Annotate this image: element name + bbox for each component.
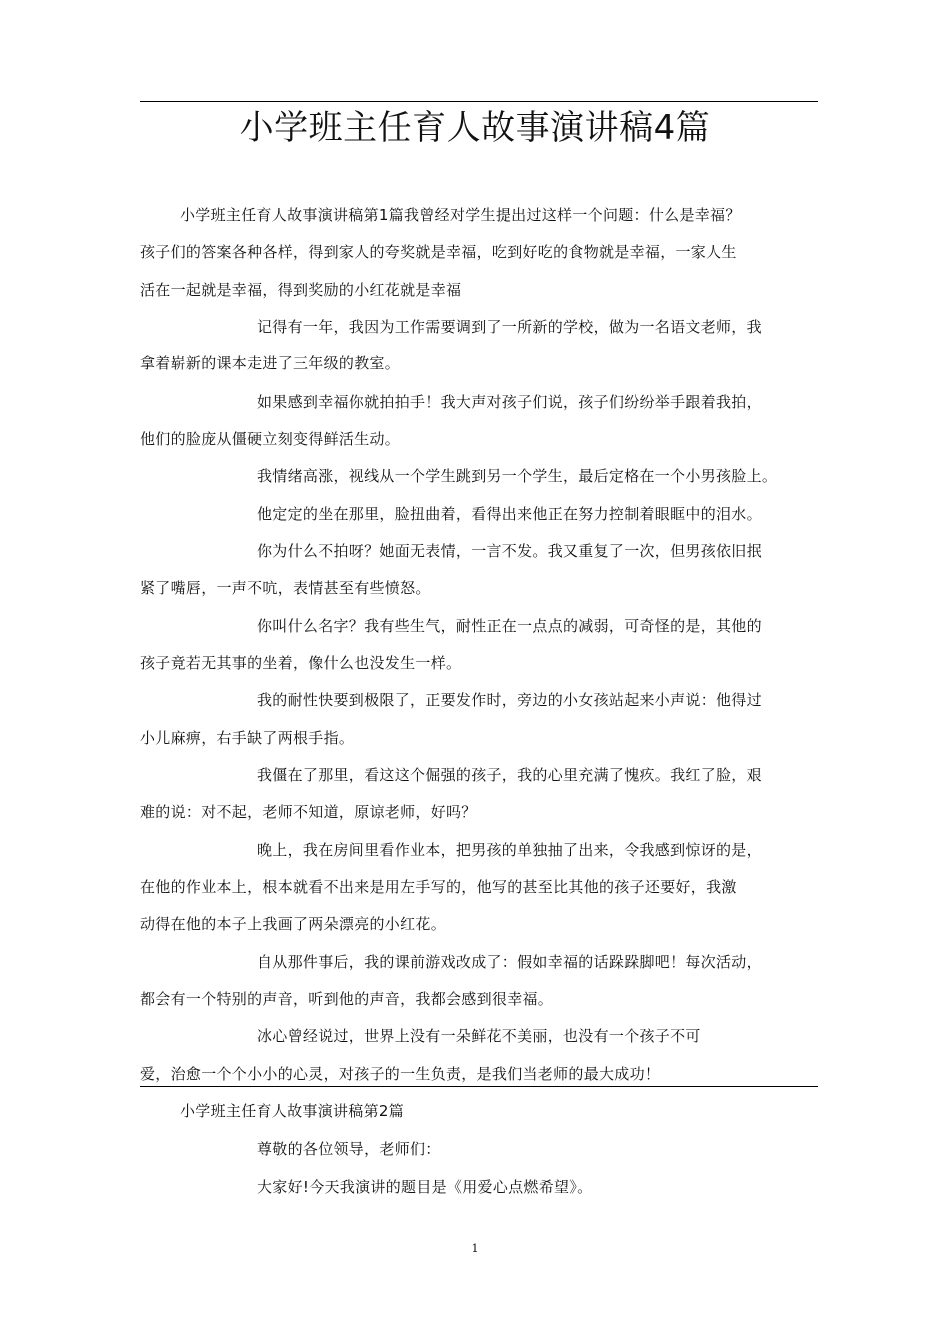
paragraph-line: 大家好!今天我演讲的题目是《用爱心点燃希望》。 xyxy=(257,1178,593,1196)
paragraph-line: 爱，治愈一个个小小的心灵，对孩子的一生负责，是我们当老师的最大成功！ xyxy=(140,1065,661,1083)
paragraph-line: 紧了嘴唇，一声不吭，表情甚至有些愤怒。 xyxy=(140,579,431,597)
paragraph-line: 难的说：对不起，老师不知道，原谅老师，好吗？ xyxy=(140,803,477,821)
paragraph-line: 我僵在了那里，看这这个倔强的孩子，我的心里充满了愧疚。我红了脸，艰 xyxy=(257,766,762,784)
paragraph-line: 冰心曾经说过，世界上没有一朵鲜花不美丽，也没有一个孩子不可 xyxy=(257,1027,701,1045)
paragraph-line: 他定定的坐在那里，脸扭曲着，看得出来他正在努力控制着眼眶中的泪水。 xyxy=(257,505,762,523)
paragraph-line: 孩子竟若无其事的坐着，像什么也没发生一样。 xyxy=(140,654,462,672)
page-title: 小学班主任育人故事演讲稿4篇 xyxy=(239,108,711,148)
paragraph-line: 你叫什么名字？我有些生气，耐性正在一点点的减弱，可奇怪的是，其他的 xyxy=(257,617,762,635)
top-rule xyxy=(140,101,818,102)
paragraph-line: 小学班主任育人故事演讲稿第1篇我曾经对学生提出过这样一个问题：什么是幸福？ xyxy=(180,206,741,224)
page-number: 1 xyxy=(471,1242,479,1255)
section-rule xyxy=(140,1086,818,1087)
paragraph-line: 在他的作业本上，根本就看不出来是用左手写的，他写的甚至比其他的孩子还要好，我激 xyxy=(140,878,737,896)
paragraph-line: 小儿麻痹，右手缺了两根手指。 xyxy=(140,729,355,747)
section-heading: 小学班主任育人故事演讲稿第2篇 xyxy=(180,1102,405,1120)
paragraph-line: 活在一起就是幸福，得到奖励的小红花就是幸福 xyxy=(140,281,462,299)
paragraph-line: 你为什么不拍呀？她面无表情，一言不发。我又重复了一次，但男孩依旧抿 xyxy=(257,542,762,560)
paragraph-line: 孩子们的答案各种各样，得到家人的夸奖就是幸福，吃到好吃的食物就是幸福，一家人生 xyxy=(140,243,737,261)
paragraph-line: 自从那件事后，我的课前游戏改成了：假如幸福的话跺跺脚吧！每次活动， xyxy=(257,953,762,971)
paragraph-line: 如果感到幸福你就拍拍手！我大声对孩子们说，孩子们纷纷举手跟着我拍， xyxy=(257,393,762,411)
paragraph-line: 我的耐性快要到极限了，正要发作时，旁边的小女孩站起来小声说：他得过 xyxy=(257,691,762,709)
paragraph-line: 晚上，我在房间里看作业本，把男孩的单独抽了出来，令我感到惊讶的是， xyxy=(257,841,762,859)
paragraph-line: 他们的脸庞从僵硬立刻变得鲜活生动。 xyxy=(140,430,401,448)
paragraph-line: 动得在他的本子上我画了两朵漂亮的小红花。 xyxy=(140,915,447,933)
paragraph-line: 拿着崭新的课本走进了三年级的教室。 xyxy=(140,354,401,372)
paragraph-line: 我情绪高涨，视线从一个学生跳到另一个学生，最后定格在一个小男孩脸上。 xyxy=(257,467,778,485)
paragraph-line: 尊敬的各位领导，老师们： xyxy=(257,1140,441,1158)
paragraph-line: 记得有一年，我因为工作需要调到了一所新的学校，做为一名语文老师，我 xyxy=(257,318,762,336)
paragraph-line: 都会有一个特别的声音，听到他的声音，我都会感到很幸福。 xyxy=(140,990,554,1008)
